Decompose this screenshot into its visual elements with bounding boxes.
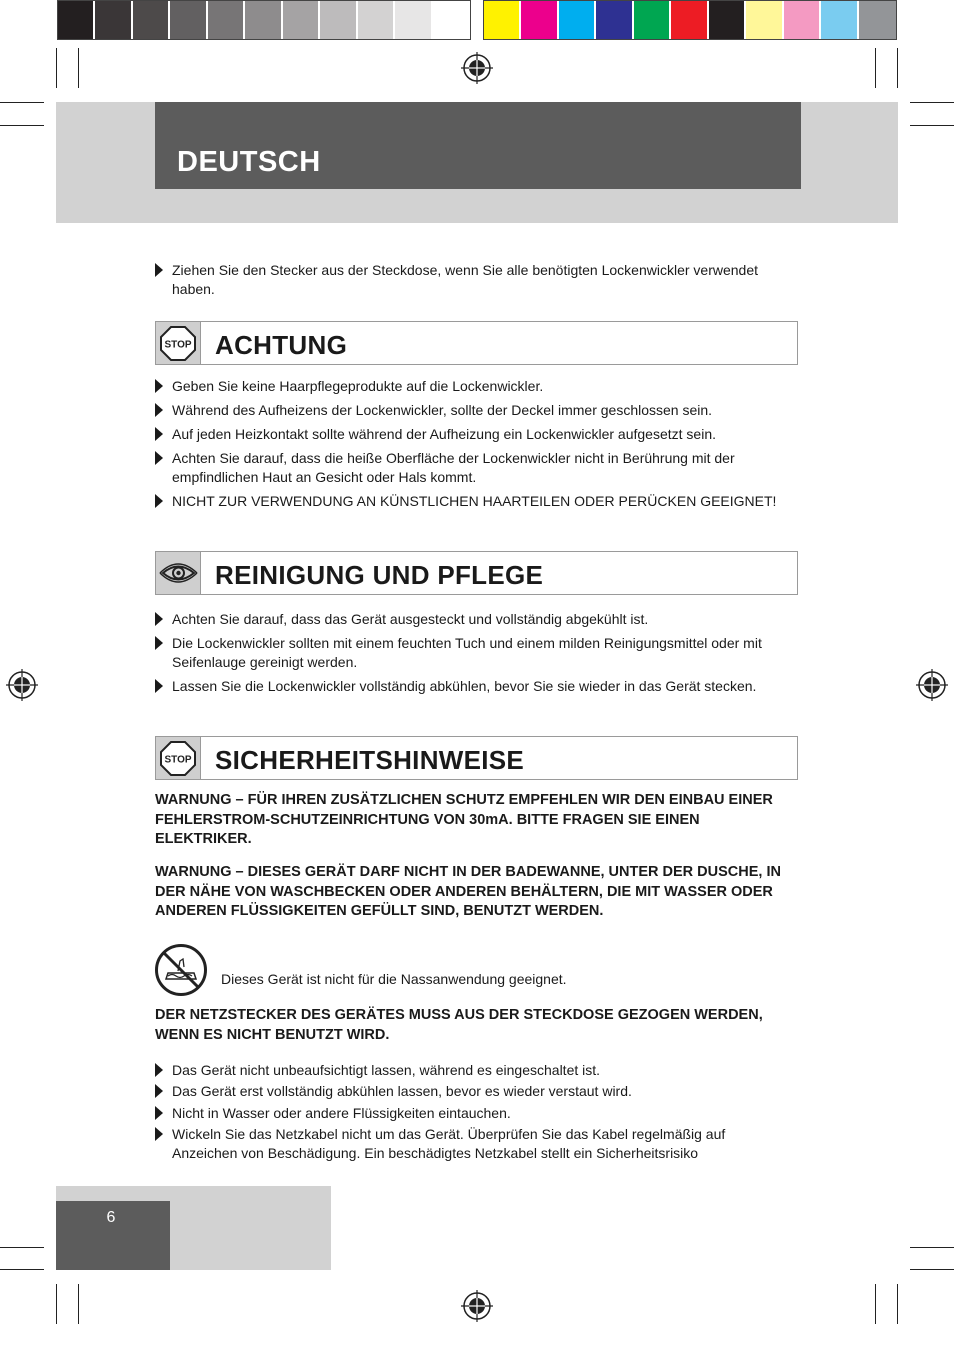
color-swatch — [709, 1, 746, 39]
crop-mark — [0, 1269, 44, 1270]
grayscale-color-bar — [57, 0, 471, 40]
bullet-arrow-icon — [155, 1063, 163, 1077]
page-number: 6 — [106, 1209, 116, 1226]
crop-mark — [910, 125, 954, 126]
warning-text: WARNUNG – FÜR IHREN ZUSÄTZLICHEN SCHUTZ EMPFEHLEN WIR DEN EINBAU EINER FEHLERSTROM-SCHUTZEINRICHTUNG VON 30mA. BITTE FRAGEN SIE EINEN ELEKTRIKER. — [155, 792, 773, 847]
stop-sign-icon — [156, 737, 201, 779]
registration-mark-icon — [461, 52, 493, 84]
bullet-arrow-icon — [155, 612, 163, 626]
color-swatch — [634, 1, 671, 39]
list-item: Das Gerät nicht unbeaufsichtigt lassen, während es eingeschaltet ist. — [172, 1062, 601, 1078]
color-swatch — [133, 1, 170, 39]
crop-mark — [875, 48, 876, 88]
notice-text: Dieses Gerät ist nicht für die Nassanwendung geeignet. — [221, 971, 567, 987]
registration-mark-icon — [6, 669, 38, 701]
list-item: Während des Aufheizens der Lockenwickler, sollte der Deckel immer geschlossen sein. — [172, 402, 713, 418]
crop-mark — [910, 102, 954, 103]
bullet-arrow-icon — [155, 451, 163, 465]
color-swatch — [559, 1, 596, 39]
crop-mark — [897, 1284, 898, 1324]
icon-cell — [156, 552, 201, 594]
color-swatch — [859, 1, 896, 39]
page-title: DEUTSCH — [177, 146, 321, 178]
color-swatch — [521, 1, 558, 39]
bullet-arrow-icon — [155, 494, 163, 508]
crop-mark — [0, 125, 44, 126]
crop-mark — [910, 1247, 954, 1248]
list-item: Die Lockenwickler sollten mit einem feuchten Tuch und einem milden Reinigungsmittel oder mit Seifenlauge gereinigt werden. — [172, 635, 762, 670]
bullet-arrow-icon — [155, 427, 163, 441]
color-swatch — [484, 1, 521, 39]
svg-text:STOP: STOP — [164, 754, 192, 766]
section-header-reinigung — [155, 551, 798, 595]
registration-mark-icon — [916, 669, 948, 701]
section-title: ACHTUNG — [215, 330, 348, 360]
color-swatch — [746, 1, 783, 39]
color-swatch — [208, 1, 245, 39]
crop-mark — [56, 1284, 57, 1324]
no-water-icon — [154, 943, 208, 997]
svg-text:STOP: STOP — [164, 339, 192, 351]
bullet-arrow-icon — [155, 679, 163, 693]
list-item: Nicht in Wasser oder andere Flüssigkeiten eintauchen. — [172, 1105, 511, 1121]
process-color-bar — [483, 0, 897, 40]
bullet-arrow-icon — [155, 1106, 163, 1120]
header-banner — [155, 102, 801, 189]
color-swatch — [170, 1, 207, 39]
list-item: Auf jeden Heizkontakt sollte während der Aufheizung ein Lockenwickler aufgesetzt sein. — [172, 426, 716, 442]
color-swatch — [283, 1, 320, 39]
bullet-arrow-icon — [155, 1127, 163, 1141]
bullet-arrow-icon — [155, 263, 163, 277]
crop-mark — [56, 48, 57, 88]
color-swatch — [358, 1, 395, 39]
crop-mark — [0, 1247, 44, 1248]
list-item: Geben Sie keine Haarpflegeprodukte auf die Lockenwickler. — [172, 378, 544, 394]
registration-mark-icon — [461, 1290, 493, 1322]
color-swatch — [784, 1, 821, 39]
icon-cell — [156, 322, 201, 364]
section-header-achtung — [155, 321, 798, 365]
eye-icon — [156, 552, 201, 594]
section-header-sicherheit — [155, 736, 798, 780]
warning-text: WARNUNG – DIESES GERÄT DARF NICHT IN DER BADEWANNE, UNTER DER DUSCHE, IN DER NÄHE VON WASCHBECKEN ODER ANDEREN BEHÄLTERN, DIE MIT WASSER ODER ANDEREN FLÜSSIGKEITEN GEFÜLLT SIND, BENUTZT WERDEN. — [155, 864, 781, 919]
list-item: Achten Sie darauf, dass das Gerät ausgesteckt und vollständig abgekühlt ist. — [172, 611, 649, 627]
bullet-arrow-icon — [155, 403, 163, 417]
crop-mark — [0, 102, 44, 103]
color-swatch — [596, 1, 633, 39]
bullet-arrow-icon — [155, 636, 163, 650]
section-title: REINIGUNG UND PFLEGE — [215, 560, 544, 590]
color-swatch — [821, 1, 858, 39]
crop-mark — [875, 1284, 876, 1324]
list-item: Wickeln Sie das Netzkabel nicht um das Gerät. Überprüfen Sie das Kabel regelmäßig auf Anzeichen von Beschädigung. Ein beschädigtes Netzkabel stellt ein Sicherheitsrisiko — [172, 1126, 726, 1161]
list-item: Lassen Sie die Lockenwickler vollständig abkühlen, bevor Sie sie wieder in das Gerät stecken. — [172, 678, 757, 694]
list-item: Ziehen Sie den Stecker aus der Steckdose, wenn Sie alle benötigten Lockenwickler verwendet haben. — [172, 262, 759, 297]
crop-mark — [78, 1284, 79, 1324]
color-swatch — [58, 1, 95, 39]
stop-sign-icon — [156, 322, 201, 364]
color-swatch — [320, 1, 357, 39]
color-swatch — [433, 1, 470, 39]
color-swatch — [395, 1, 432, 39]
bullet-arrow-icon — [155, 1084, 163, 1098]
color-swatch — [95, 1, 132, 39]
warning-text: DER NETZSTECKER DES GERÄTES MUSS AUS DER STECKDOSE GEZOGEN WERDEN, WENN ES NICHT BENUTZT WIRD. — [155, 1007, 763, 1043]
crop-mark — [910, 1269, 954, 1270]
list-item: Achten Sie darauf, dass die heiße Oberfläche der Lockenwickler nicht in Berührung mit der empfindlichen Haut an Gesicht oder Hals kommt. — [172, 450, 735, 485]
color-swatch — [671, 1, 708, 39]
section-title: SICHERHEITSHINWEISE — [215, 745, 525, 775]
list-item: Das Gerät erst vollständig abkühlen lassen, bevor es wieder verstaut wird. — [172, 1083, 632, 1099]
list-item: NICHT ZUR VERWENDUNG AN KÜNSTLICHEN HAARTEILEN ODER PERÜCKEN GEEIGNET! — [172, 493, 777, 509]
bullet-arrow-icon — [155, 379, 163, 393]
crop-mark — [897, 48, 898, 88]
page-number-box — [56, 1201, 170, 1270]
crop-mark — [78, 48, 79, 88]
icon-cell — [156, 737, 201, 779]
color-swatch — [245, 1, 282, 39]
